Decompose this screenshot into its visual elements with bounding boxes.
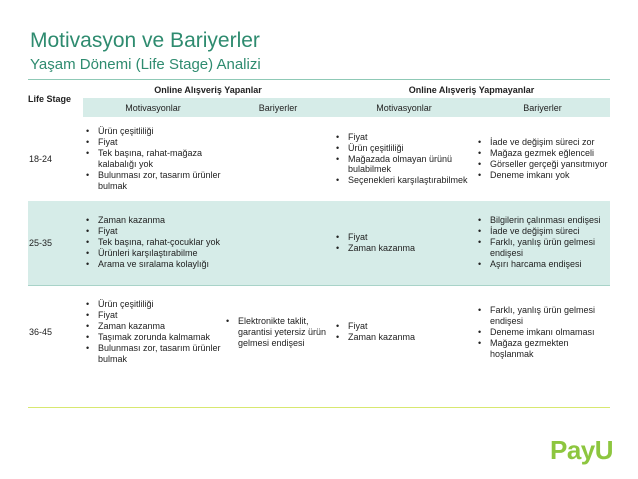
- bullet-list: [333, 232, 475, 254]
- offline-barriers-cell: [475, 285, 610, 379]
- online-motivations-cell: [83, 117, 223, 201]
- table-row: [28, 201, 610, 285]
- footer-divider: [28, 407, 610, 408]
- bullet-list: [333, 321, 475, 343]
- table-row: [28, 117, 610, 201]
- offline-motivations-cell: [333, 285, 475, 379]
- list-item: • Ürün çeşitliliği: [334, 143, 475, 154]
- bullet-list: [83, 299, 223, 365]
- list-item: • Zaman kazanma: [334, 332, 475, 343]
- payu-logo: PayU: [550, 435, 614, 465]
- list-item: • Mağaza gezmek eğlenceli: [476, 148, 610, 159]
- offline-motivations-cell: [333, 117, 475, 201]
- age-cell: 18-24: [28, 117, 83, 201]
- list-item: • Ürünleri karşılaştırabilme: [84, 248, 223, 259]
- age-cell: 25-35: [28, 201, 83, 285]
- list-item: • Bulunması zor, tasarım ürünler bulmak: [84, 343, 223, 365]
- life-stage-table: [28, 82, 610, 379]
- bullet-list: [333, 132, 475, 187]
- table-row: [28, 285, 610, 379]
- life-stage-header: Life Stage: [28, 82, 83, 117]
- list-item: • Zaman kazanma: [84, 215, 223, 226]
- bullet-list: [475, 305, 610, 360]
- online-shoppers-header: Online Alışveriş Yapanlar: [83, 82, 333, 98]
- list-item: • Deneme imkanı yok: [476, 170, 610, 181]
- list-item: • Fiyat: [334, 321, 475, 332]
- list-item: • İade ve değişim süreci: [476, 226, 610, 237]
- list-item: • Zaman kazanma: [334, 243, 475, 254]
- bullet-list: [475, 137, 610, 181]
- list-item: • İade ve değişim süreci zor: [476, 137, 610, 148]
- age-cell: 36-45: [28, 285, 83, 379]
- bullet-list: [475, 215, 610, 270]
- page-subtitle: Yaşam Dönemi (Life Stage) Analizi: [30, 56, 261, 73]
- online-barriers-cell: [223, 201, 333, 285]
- list-item: • Fiyat: [84, 137, 223, 148]
- list-item: • Farklı, yanlış ürün gelmesi endişesi: [476, 305, 610, 327]
- offline-motivations-cell: [333, 201, 475, 285]
- list-item: • Deneme imkanı olmaması: [476, 327, 610, 338]
- list-item: • Ürün çeşitliliği: [84, 126, 223, 137]
- online-barriers-cell: [223, 117, 333, 201]
- list-item: • Görseller gerçeği yansıtmıyor: [476, 159, 610, 170]
- list-item: • Ürün çeşitliliği: [84, 299, 223, 310]
- bullet-list: [83, 126, 223, 192]
- page-title: Motivasyon ve Bariyerler: [30, 29, 260, 52]
- list-item: • Aşırı harcama endişesi: [476, 259, 610, 270]
- list-item: • Farklı, yanlış ürün gelmesi endişesi: [476, 237, 610, 259]
- non-online-shoppers-header: Online Alışveriş Yapmayanlar: [333, 82, 610, 98]
- list-item: • Tek başına, rahat-çocuklar yok: [84, 237, 223, 248]
- list-item: • Zaman kazanma: [84, 321, 223, 332]
- online-barriers-cell: [223, 285, 333, 379]
- list-item: • Mağaza gezmekten hoşlanmak: [476, 338, 610, 360]
- list-item: • Taşımak zorunda kalmamak: [84, 332, 223, 343]
- list-item: • Mağazada olmayan ürünü bulabilmek: [334, 154, 475, 176]
- list-item: • Elektronikte taklit, garantisi yetersiz ürün gelmesi endişesi: [224, 316, 333, 349]
- list-item: • Fiyat: [334, 132, 475, 143]
- title-divider: [28, 79, 610, 80]
- bullet-list: [83, 215, 223, 270]
- col-header-online-motivations: Motivasyonlar: [83, 98, 223, 117]
- list-item: • Fiyat: [334, 232, 475, 243]
- list-item: • Fiyat: [84, 226, 223, 237]
- col-header-offline-motivations: Motivasyonlar: [333, 98, 475, 117]
- col-header-offline-barriers: Bariyerler: [475, 98, 610, 117]
- list-item: • Arama ve sıralama kolaylığı: [84, 259, 223, 270]
- list-item: • Seçenekleri karşılaştırabilmek: [334, 175, 475, 186]
- online-motivations-cell: [83, 285, 223, 379]
- offline-barriers-cell: [475, 117, 610, 201]
- list-item: • Tek başına, rahat-mağaza kalabalığı yok: [84, 148, 223, 170]
- offline-barriers-cell: [475, 201, 610, 285]
- list-item: • Fiyat: [84, 310, 223, 321]
- list-item: • Bilgilerin çalınması endişesi: [476, 215, 610, 226]
- bullet-list: [223, 316, 333, 349]
- list-item: • Bulunması zor, tasarım ürünler bulmak: [84, 170, 223, 192]
- col-header-online-barriers: Bariyerler: [223, 98, 333, 117]
- online-motivations-cell: [83, 201, 223, 285]
